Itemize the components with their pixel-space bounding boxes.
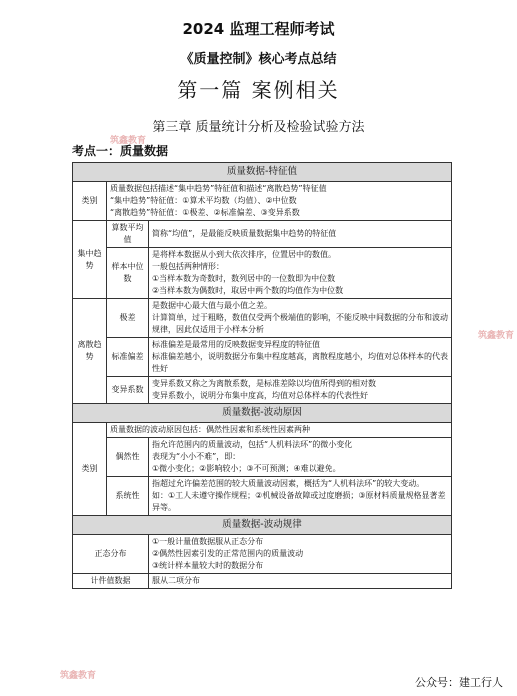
quality-data-table (72, 162, 452, 589)
text-line: 标准偏差是最常用的反映数据变异程度的特征值 (152, 340, 320, 349)
category-normal: 正态分布 (73, 535, 149, 574)
table-row (73, 574, 452, 589)
text-line: 变异系数又称之为离散系数，是标准差除以均值所得到的相对数 (152, 379, 376, 388)
text-line: 变异系数小，说明分布集中度高，均值对总体样本的代表性好 (152, 391, 368, 400)
accidental-description (149, 438, 452, 477)
section-header-row (73, 404, 452, 423)
fluctuation-intro: 质量数据的波动原因包括：偶然性因素和系统性因素两种 (107, 423, 452, 438)
type-description (107, 182, 452, 221)
text-line: ①微小变化；②影响较小；③不可预测；④难以避免。 (152, 464, 341, 473)
section-title-law: 质量数据-波动规律 (73, 516, 452, 535)
sub-accidental: 偶然性 (107, 438, 149, 477)
range-description (149, 299, 452, 338)
table-row (73, 248, 452, 299)
normal-description (149, 535, 452, 574)
point-heading: 考点一：质量数据 (72, 144, 169, 158)
cv-description (149, 377, 452, 404)
sub-median: 样本中位数 (107, 248, 149, 299)
section-header-row (73, 516, 452, 535)
text-line: ③统计样本量较大时的数据分布 (152, 561, 264, 570)
count-description: 服从二项分布 (149, 574, 452, 589)
category-dispersion: 离散趋势 (73, 299, 107, 404)
text-line: ①当样本数为奇数时，数列居中的一位数即为中位数 (152, 274, 336, 283)
text-line: 指超过允许偏差范围的较大质量波动因素，概括为“人机料法环”的较大变动。 (152, 479, 425, 488)
sub-mean: 算数平均值 (107, 221, 149, 248)
table-row (73, 535, 452, 574)
text-line: ②偶然性因素引发的正常范围内的质量波动 (152, 549, 304, 558)
section-title-feature: 质量数据-特征值 (73, 163, 452, 182)
text-line: “集中趋势”特征值：①算术平均数（均值）、②中位数 (110, 196, 297, 205)
text-line: 是数据中心最大值与最小值之差。 (152, 301, 272, 310)
text-line: 表现为“小小不难”，即： (152, 452, 241, 461)
sub-systematic: 系统性 (107, 477, 149, 516)
table-row (73, 338, 452, 377)
footer-account: 公众号：建工行人 (415, 676, 503, 689)
category-type: 类别 (73, 423, 107, 516)
sub-std: 标准偏差 (107, 338, 149, 377)
document-subtitle: 《质量控制》核心考点总结 (180, 52, 337, 67)
category-type: 类别 (73, 182, 107, 221)
watermark-logo: 筑鑫教育 (110, 136, 147, 146)
sub-cv: 变异系数 (107, 377, 149, 404)
watermark-logo: 筑鑫教育 (478, 331, 515, 341)
table-row (73, 221, 452, 248)
systematic-description (149, 477, 452, 516)
std-description (149, 338, 452, 377)
table-row (73, 477, 452, 516)
text-line: 指允许范围内的质量波动，包括“人机料法环”的微小变化 (152, 440, 353, 449)
median-description (149, 248, 452, 299)
text-line: 是将样本数据从小到大依次排序，位置居中的数值。 (152, 250, 336, 259)
table-row (73, 182, 452, 221)
text-line: 标准偏差越小，说明数据分布集中程度越高，离散程度越小，均值对总体样本的代表性好 (152, 352, 448, 373)
mean-description: 简称“均值”，是最能反映质量数据集中趋势的特征值 (149, 221, 452, 248)
text-line: 计算简单，过于粗略，数值仅受两个极端值的影响，不能反映中间数据的分布和波动规律，因此仅适用于小样本分析 (152, 313, 448, 334)
text-line: 如：①工人未遵守操作规程；②机械设备故障或过度磨损；③原材料质量规格显著差异等。 (152, 491, 446, 512)
category-count: 计件值数据 (73, 574, 149, 589)
text-line: ②当样本数为偶数时，取居中两个数的均值作为中位数 (152, 286, 344, 295)
chapter-heading: 第三章 质量统计分析及检验试验方法 (152, 120, 365, 135)
text-line: 一般包括两种情形： (152, 262, 224, 271)
watermark-logo: 筑鑫教育 (60, 671, 97, 681)
document-title: 2024 监理工程师考试 (182, 20, 335, 38)
section-header-row (73, 163, 452, 182)
text-line: 质量数据包括描述“集中趋势”特征值和描述“离散趋势”特征值 (110, 184, 327, 193)
table-row (73, 299, 452, 338)
section-title-fluctuation: 质量数据-波动原因 (73, 404, 452, 423)
category-central: 集中趋势 (73, 221, 107, 299)
table-row (73, 377, 452, 404)
table-row (73, 423, 452, 438)
text-line: “离散趋势”特征值：①极差、②标准偏差、③变异系数 (110, 208, 300, 217)
table-row (73, 438, 452, 477)
text-line: ①一般计量值数据服从正态分布 (152, 537, 264, 546)
sub-range: 极差 (107, 299, 149, 338)
part-heading: 第一篇 案例相关 (177, 78, 340, 102)
